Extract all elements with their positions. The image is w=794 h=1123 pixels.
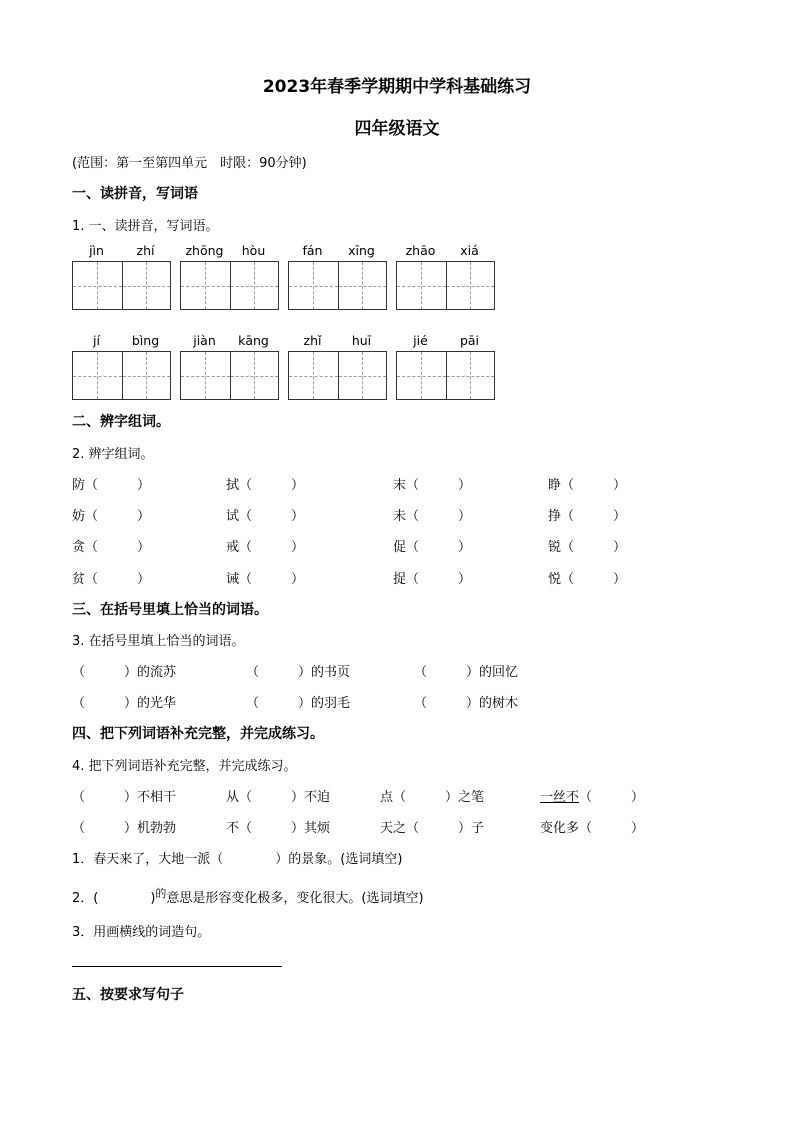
writing-grid[interactable] — [396, 261, 495, 310]
pinyin: jìn — [89, 243, 104, 258]
writing-grid[interactable] — [72, 261, 171, 310]
section-4-heading: 四、把下列词语补充完整，并完成练习。 — [72, 726, 324, 742]
idiom-item[interactable]: 不（ ）其烦 — [226, 821, 331, 836]
word-item[interactable]: 妨（ ） — [72, 509, 151, 524]
word-item[interactable]: 拭（ ） — [226, 478, 305, 493]
pinyin: zhōng — [185, 243, 224, 258]
page-title: 2023年春季学期期中学科基础练习 — [262, 77, 532, 97]
pinyin: zhí — [136, 243, 155, 258]
word-item[interactable]: 末（ ） — [393, 478, 472, 493]
page-subtitle: 四年级语文 — [354, 119, 440, 139]
question-4-prompt: 4. 把下列词语补充完整，并完成练习。 — [72, 759, 297, 774]
question-3-prompt: 3. 在括号里填上恰当的词语。 — [72, 634, 245, 649]
idiom-item[interactable]: 从（ ）不迫 — [226, 790, 331, 805]
word-item[interactable]: 诫（ ） — [226, 572, 305, 587]
word-item[interactable]: 促（ ） — [393, 540, 472, 555]
section-2-heading: 二、辨字组词。 — [72, 414, 170, 430]
idiom-item[interactable]: （ ）不相干 — [72, 790, 177, 805]
pinyin: kāng — [238, 333, 269, 348]
pinyin: xīng — [348, 243, 375, 258]
writing-grid[interactable] — [180, 351, 279, 400]
pinyin: hòu — [241, 243, 266, 258]
section-1-heading: 一、读拼音，写词语 — [72, 186, 198, 202]
word-item[interactable]: 贫（ ） — [72, 572, 151, 587]
sub-question-1[interactable]: 1．春天来了，大地一派（ ）的景象。(选词填空) — [72, 852, 403, 867]
fill-item[interactable]: （ ）的树木 — [414, 696, 519, 711]
fill-item[interactable]: （ ）的流苏 — [72, 665, 177, 680]
word-item[interactable]: 防（ ） — [72, 478, 151, 493]
idiom-item[interactable]: 变化多（ ） — [540, 821, 645, 836]
question-2-prompt: 2. 辨字组词。 — [72, 447, 154, 462]
answer-line[interactable] — [72, 966, 282, 967]
fill-item[interactable]: （ ）的光华 — [72, 696, 177, 711]
underlined-word: 一丝不 — [540, 790, 580, 805]
pinyin: jié — [413, 333, 428, 348]
pinyin: xiá — [460, 243, 479, 258]
pinyin: jiàn — [193, 333, 216, 348]
sub-question-2-blank[interactable]: 2．( ) — [72, 891, 156, 906]
section-5-heading: 五、按要求写句子 — [72, 987, 184, 1003]
idiom-item[interactable]: 天之（ ）子 — [380, 821, 485, 836]
sub-question-2-de: 的 — [155, 887, 167, 900]
pinyin: zhǐ — [303, 333, 322, 348]
question-1-prompt: 1. 一、读拼音，写词语。 — [72, 219, 219, 234]
word-item[interactable]: 捉（ ） — [393, 572, 472, 587]
idiom-item-underlined[interactable] — [540, 786, 644, 805]
idiom-item[interactable]: （ ）机勃勃 — [72, 821, 177, 836]
writing-grid[interactable] — [288, 261, 387, 310]
word-item[interactable]: 锐（ ） — [548, 540, 627, 555]
word-item[interactable]: 悦（ ） — [548, 572, 627, 587]
writing-grid[interactable] — [180, 261, 279, 310]
fill-item[interactable]: （ ）的回忆 — [414, 665, 519, 680]
pinyin: huī — [351, 333, 372, 348]
idiom-item[interactable]: 点（ ）之笔 — [380, 790, 485, 805]
fill-item[interactable]: （ ）的书页 — [246, 665, 351, 680]
writing-grid[interactable] — [72, 351, 171, 400]
fill-item[interactable]: （ ）的羽毛 — [246, 696, 351, 711]
word-item[interactable]: 未（ ） — [393, 509, 472, 524]
idiom-blank[interactable]: （ ） — [579, 790, 645, 805]
sub-question-3: 3．用画横线的词造句。 — [72, 925, 211, 940]
word-item[interactable]: 试（ ） — [226, 509, 305, 524]
writing-grid[interactable] — [396, 351, 495, 400]
sub-question-2[interactable] — [72, 887, 424, 906]
pinyin: bìng — [131, 333, 160, 348]
writing-grid[interactable] — [288, 351, 387, 400]
section-3-heading: 三、在括号里填上恰当的词语。 — [72, 602, 268, 618]
pinyin: pāi — [459, 333, 480, 348]
pinyin: zhāo — [405, 243, 436, 258]
sub-question-2-text: 意思是形容变化极多，变化很大。(选词填空) — [166, 891, 424, 906]
word-item[interactable]: 戒（ ） — [226, 540, 305, 555]
word-item[interactable]: 睁（ ） — [548, 478, 627, 493]
pinyin: fán — [302, 243, 323, 258]
word-item[interactable]: 挣（ ） — [548, 509, 627, 524]
pinyin: jí — [93, 333, 100, 348]
word-item[interactable]: 贪（ ） — [72, 540, 151, 555]
exam-info: (范围：第一至第四单元 时限：90分钟) — [72, 156, 307, 171]
